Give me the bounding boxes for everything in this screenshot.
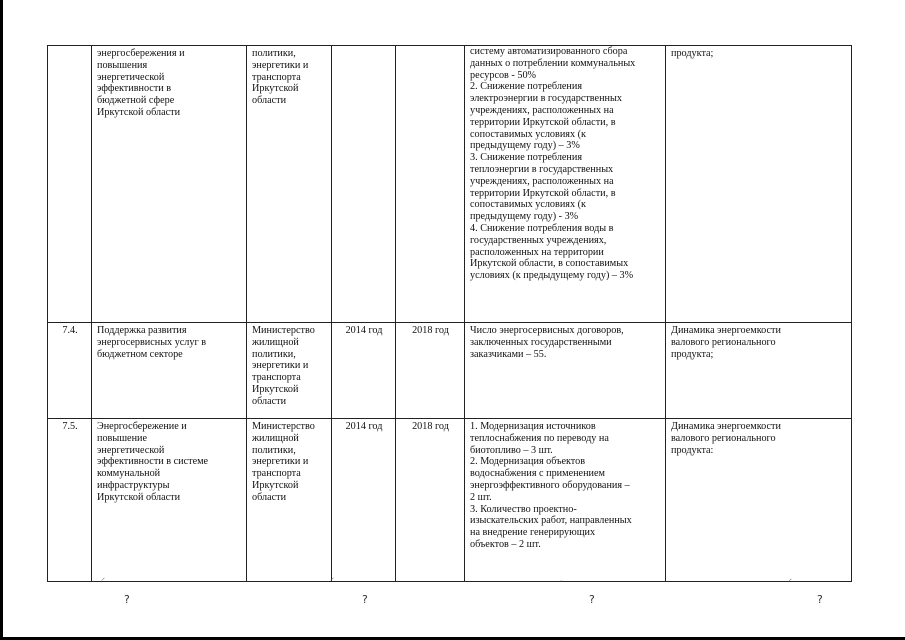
scan-edge-left [0,0,3,640]
row-number: 7.5. [48,419,92,582]
task-cell: энергосбережения и повышения энергетической эффективности в бюджетной сфере Иркутской области [92,46,247,323]
executor-cell: политики, энергетики и транспорта Иркутской области [247,46,332,323]
task-cell: Поддержка развития энергосервисных услуг в бюджетном секторе [92,323,247,419]
executor-cell: Министерство жилищной политики, энергетики и транспорта Иркутской области [247,323,332,419]
row-number: 7.4. [48,323,92,419]
scan-speck: ⸝ [101,573,105,582]
footer-mark: ? [817,593,823,606]
scan-speck: ⸝ [330,573,334,582]
task-cell: Энергосбережение и повышение энергетической эффективности в системе коммунальной инфраструктуры Иркутской области [92,419,247,582]
table-row [48,419,852,582]
end-year-cell: 2018 год [396,323,465,419]
footer-mark: ? [124,593,130,606]
start-year-cell: 2014 год [332,323,396,419]
scan-speck: · [560,577,563,586]
indicators-cell: 1. Модернизация источников теплоснабжения по переводу на биотопливо – 3 шт. 2. Модернизация объектов водоснабжения с применением энергоэффективного оборудования – 2 шт. 3. Количество проектно- изыскательских работ, направленных на внедрение генерирующих объектов – 2 шт. [465,419,666,582]
indicators-cell: Число энергосервисных договоров, заключенных государственными заказчиками – 55. [465,323,666,419]
indicators-cell: систему автоматизированного сбора данных о потреблении коммунальных ресурсов - 50% 2. Снижение потребления электроэнергии в государственных учреждениях, расположенных на территории Иркутской области, в сопоставимых условиях (к предыдущему году) – 3% 3. Снижение потребления теплоэнергии в государственных учреждениях, расположенных на территории Иркутской области, в сопоставимых условиях (к предыдущему году) - 3% 4. Снижение потребления воды в государственных учреждениях, расположенных на территории Иркутской области, в сопоставимых условиях (к предыдущему году) – 3% [465,46,666,323]
footer-mark: ? [589,593,595,606]
footer-mark: ? [362,593,368,606]
table-row [48,46,852,323]
target-cell: Динамика энергоемкости валового регионального продукта: [666,419,852,582]
start-year-cell: 2014 год [332,419,396,582]
program-measures-table [47,45,852,582]
end-year-cell: 2018 год [396,419,465,582]
start-year-cell [332,46,396,323]
end-year-cell [396,46,465,323]
target-cell: продукта; [666,46,852,323]
scan-speck: ⸝ [788,574,792,583]
row-number [48,46,92,323]
target-cell: Динамика энергоемкости валового регионального продукта; [666,323,852,419]
table-row [48,323,852,419]
executor-cell: Министерство жилищной политики, энергетики и транспорта Иркутской области [247,419,332,582]
